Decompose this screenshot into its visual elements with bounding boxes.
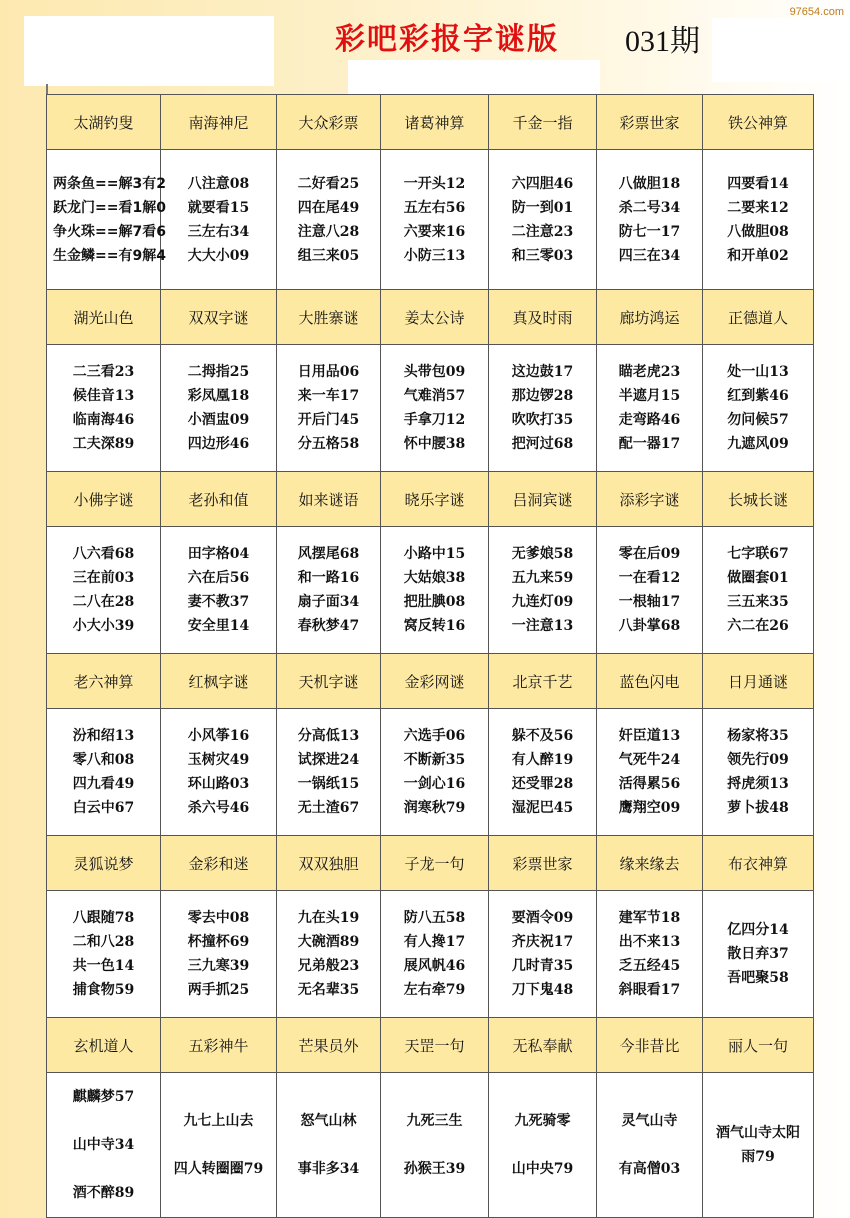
riddle-line: 兄弟般23 — [297, 958, 360, 974]
riddle-line: 开后门45 — [297, 412, 360, 428]
riddle-line: 一注意13 — [511, 618, 574, 634]
riddle-line: 田字格04 — [187, 546, 250, 562]
riddle-line: 妻不教37 — [187, 594, 250, 610]
issue-number: 031期 — [625, 25, 700, 58]
riddle-cell — [597, 1073, 703, 1218]
column-header: 小佛字谜 — [47, 472, 161, 527]
riddle-line: 杀六号46 — [187, 800, 250, 816]
riddle-line: 亿四分14 — [727, 922, 789, 938]
column-header: 北京千艺 — [489, 654, 597, 709]
content-row — [47, 527, 814, 654]
riddle-line: 气死牛24 — [618, 752, 681, 768]
column-header: 布衣神算 — [703, 836, 814, 891]
riddle-line: 四边形46 — [187, 436, 250, 452]
riddle-line: 山中寺34 — [72, 1137, 135, 1153]
riddle-cell — [381, 709, 489, 836]
riddle-line: 临南海46 — [72, 412, 135, 428]
riddle-line: 大碗酒89 — [297, 934, 360, 950]
riddle-line: 一锅纸15 — [297, 776, 360, 792]
riddle-line: 怀中腰38 — [403, 436, 466, 452]
riddle-line: 乏五经45 — [618, 958, 681, 974]
riddle-line: 杨家将35 — [727, 728, 789, 744]
riddle-line: 安全里14 — [187, 618, 250, 634]
riddle-line: 有人醉19 — [511, 752, 574, 768]
column-header: 玄机道人 — [47, 1018, 161, 1073]
riddle-cell — [161, 1073, 277, 1218]
riddle-line: 头带包09 — [403, 364, 466, 380]
riddle-cell — [47, 709, 161, 836]
column-header: 五彩神牛 — [161, 1018, 277, 1073]
riddle-line: 八做胆08 — [727, 223, 789, 240]
riddle-line: 九死三生 — [406, 1113, 463, 1129]
column-header: 灵狐说梦 — [47, 836, 161, 891]
riddle-line: 那边锣28 — [511, 388, 574, 404]
riddle-line: 四三在34 — [618, 247, 681, 264]
riddle-line: 捋虎须13 — [727, 776, 789, 792]
riddle-line: 四人转圈圈79 — [173, 1161, 264, 1177]
riddle-line: 奸臣道13 — [618, 728, 681, 744]
riddle-cell — [47, 891, 161, 1018]
riddle-line: 小风筝16 — [187, 728, 250, 744]
column-header: 双双独胆 — [277, 836, 381, 891]
riddle-cell — [47, 1073, 161, 1218]
column-header: 红枫字谜 — [161, 654, 277, 709]
riddle-line: 一剑心16 — [403, 776, 466, 792]
riddle-line: 酒气山寺太阳 — [716, 1125, 800, 1141]
riddle-line: 九七上山去 — [183, 1113, 254, 1129]
riddle-line: 小大小39 — [72, 618, 135, 634]
riddle-line: 二注意23 — [511, 223, 574, 240]
riddle-line: 九遮风09 — [727, 436, 789, 452]
riddle-line: 八做胆18 — [618, 175, 681, 192]
riddle-line: 四在尾49 — [297, 199, 360, 216]
column-header: 南海神尼 — [161, 95, 277, 150]
riddle-cell — [597, 709, 703, 836]
riddle-line: 彩凤凰18 — [187, 388, 250, 404]
riddle-cell — [277, 150, 381, 290]
riddle-line: 小路中15 — [403, 546, 466, 562]
column-header: 吕洞宾谜 — [489, 472, 597, 527]
riddle-line: 做圈套01 — [727, 570, 789, 586]
riddle-cell — [597, 150, 703, 290]
riddle-line: 小酒盅09 — [187, 412, 250, 428]
riddle-line: 九连灯09 — [511, 594, 574, 610]
riddle-line: 两条鱼==解3有2 — [53, 175, 166, 192]
riddle-line: 争火珠==解7看6 — [53, 223, 166, 240]
column-header: 诸葛神算 — [381, 95, 489, 150]
column-header: 长城长谜 — [703, 472, 814, 527]
riddle-line: 把河过68 — [511, 436, 574, 452]
riddle-line: 防一到01 — [511, 199, 574, 216]
riddle-line: 山中央79 — [511, 1161, 574, 1177]
riddle-line: 刀下鬼48 — [511, 982, 574, 998]
riddle-line: 二拇指25 — [187, 364, 250, 380]
riddle-line: 杀二号34 — [618, 199, 681, 216]
riddle-line: 润寒秋79 — [403, 800, 466, 816]
riddle-line: 七字联67 — [727, 546, 789, 562]
riddle-line: 四要看14 — [727, 175, 789, 192]
riddle-line: 斜眼看17 — [618, 982, 681, 998]
column-header: 彩票世家 — [597, 95, 703, 150]
header-row — [47, 836, 814, 891]
riddle-line: 八注意08 — [187, 175, 250, 192]
riddle-line: 还受罪28 — [511, 776, 574, 792]
riddle-line: 跃龙门==看1解0 — [53, 199, 166, 216]
riddle-line: 酒不醉89 — [72, 1185, 135, 1201]
riddle-cell — [489, 709, 597, 836]
riddle-line: 怒气山林 — [300, 1113, 357, 1129]
column-header: 老孙和值 — [161, 472, 277, 527]
riddle-line: 八跟随78 — [72, 910, 135, 926]
riddle-line: 孙猴王39 — [403, 1161, 466, 1177]
riddle-cell — [277, 527, 381, 654]
riddle-cell — [47, 527, 161, 654]
riddle-line: 生金鳞==有9解4 — [53, 247, 166, 264]
riddle-line: 春秋梦47 — [297, 618, 360, 634]
redacted-box-middle — [348, 60, 600, 94]
riddle-line: 红到紫46 — [727, 388, 789, 404]
riddle-line: 几时青35 — [511, 958, 574, 974]
riddle-line: 无名辈35 — [297, 982, 360, 998]
column-header: 金彩和迷 — [161, 836, 277, 891]
riddle-line: 防八五58 — [403, 910, 466, 926]
riddle-line: 二三看23 — [72, 364, 135, 380]
riddle-line: 要酒令09 — [511, 910, 574, 926]
riddle-line: 二要来12 — [727, 199, 789, 216]
riddle-line: 三九寒39 — [187, 958, 250, 974]
column-header: 添彩字谜 — [597, 472, 703, 527]
content-row — [47, 345, 814, 472]
riddle-line: 大姑娘38 — [403, 570, 466, 586]
riddle-line: 处一山13 — [727, 364, 789, 380]
riddle-cell — [277, 891, 381, 1018]
content-row — [47, 1073, 814, 1218]
riddle-line: 分高低13 — [297, 728, 360, 744]
riddle-cell — [489, 527, 597, 654]
riddle-line: 六四胆46 — [511, 175, 574, 192]
riddle-line: 环山路03 — [187, 776, 250, 792]
riddle-line: 注意八28 — [297, 223, 360, 240]
column-header: 丽人一句 — [703, 1018, 814, 1073]
riddle-cell — [703, 345, 814, 472]
riddle-line: 来一车17 — [297, 388, 360, 404]
riddle-cell — [381, 150, 489, 290]
riddle-cell — [489, 1073, 597, 1218]
riddle-line: 八卦掌68 — [618, 618, 681, 634]
riddle-cell — [161, 345, 277, 472]
riddle-line: 萝卜拔48 — [727, 800, 789, 816]
header-row — [47, 472, 814, 527]
riddle-line: 组三来05 — [297, 247, 360, 264]
riddle-line: 玉树灾49 — [187, 752, 250, 768]
column-header: 大众彩票 — [277, 95, 381, 150]
riddle-line: 九死骑零 — [514, 1113, 571, 1129]
riddle-line: 零八和08 — [72, 752, 135, 768]
riddle-line: 零在后09 — [618, 546, 681, 562]
redacted-box-right — [712, 18, 850, 82]
column-header: 廊坊鸿运 — [597, 290, 703, 345]
riddle-line: 散日弃37 — [727, 946, 789, 962]
site-watermark: 97654.com — [789, 6, 844, 18]
riddle-line: 这边鼓17 — [511, 364, 574, 380]
riddle-line: 和开单02 — [727, 247, 789, 264]
riddle-line: 无爹娘58 — [511, 546, 574, 562]
riddle-line: 四九看49 — [72, 776, 135, 792]
riddle-line: 工夫深89 — [72, 436, 135, 452]
column-header: 芒果员外 — [277, 1018, 381, 1073]
riddle-line: 二好看25 — [297, 175, 360, 192]
riddle-line: 左右牵79 — [403, 982, 466, 998]
riddle-line: 无土渣67 — [297, 800, 360, 816]
riddle-cell — [161, 891, 277, 1018]
riddle-cell — [277, 709, 381, 836]
riddle-line: 白云中67 — [72, 800, 135, 816]
riddle-line: 把肚腆08 — [403, 594, 466, 610]
riddle-line: 五九来59 — [511, 570, 574, 586]
riddle-line: 吹吹打35 — [511, 412, 574, 428]
column-header: 天罡一句 — [381, 1018, 489, 1073]
content-row — [47, 891, 814, 1018]
column-header: 金彩网谜 — [381, 654, 489, 709]
content-row — [47, 709, 814, 836]
riddle-line: 有人搀17 — [403, 934, 466, 950]
riddle-line: 风摆尾68 — [297, 546, 360, 562]
riddle-line: 活得累56 — [618, 776, 681, 792]
column-header: 蓝色闪电 — [597, 654, 703, 709]
riddle-line: 不断新35 — [403, 752, 466, 768]
header-row — [47, 95, 814, 150]
riddle-line: 展风帆46 — [403, 958, 466, 974]
riddle-line: 和三零03 — [511, 247, 574, 264]
riddle-table — [46, 94, 814, 1218]
column-header: 正德道人 — [703, 290, 814, 345]
riddle-cell — [703, 527, 814, 654]
riddle-line: 候佳音13 — [72, 388, 135, 404]
riddle-line: 建军节18 — [618, 910, 681, 926]
column-header: 晓乐字谜 — [381, 472, 489, 527]
riddle-line: 走弯路46 — [618, 412, 681, 428]
riddle-cell — [489, 345, 597, 472]
riddle-line: 鹰翔空09 — [618, 800, 681, 816]
riddle-line: 和一路16 — [297, 570, 360, 586]
riddle-line: 配一器17 — [618, 436, 681, 452]
redacted-box-left — [24, 16, 274, 86]
riddle-line: 扇子面34 — [297, 594, 360, 610]
riddle-cell — [277, 1073, 381, 1218]
riddle-line: 就要看15 — [187, 199, 250, 216]
riddle-line: 防七一17 — [618, 223, 681, 240]
column-header: 彩票世家 — [489, 836, 597, 891]
riddle-line: 六在后56 — [187, 570, 250, 586]
riddle-line: 半遮月15 — [618, 388, 681, 404]
riddle-line: 大大小09 — [187, 247, 250, 264]
column-header: 老六神算 — [47, 654, 161, 709]
riddle-line: 气难消57 — [403, 388, 466, 404]
riddle-cell — [277, 345, 381, 472]
column-header: 姜太公诗 — [381, 290, 489, 345]
riddle-line: 窝反转16 — [403, 618, 466, 634]
column-header: 铁公神算 — [703, 95, 814, 150]
riddle-line: 分五格58 — [297, 436, 360, 452]
riddle-line: 齐庆祝17 — [511, 934, 574, 950]
column-header: 今非昔比 — [597, 1018, 703, 1073]
riddle-line: 三在前03 — [72, 570, 135, 586]
riddle-cell — [47, 345, 161, 472]
riddle-line: 小防三13 — [403, 247, 466, 264]
riddle-cell — [381, 1073, 489, 1218]
column-header: 日月通谜 — [703, 654, 814, 709]
riddle-line: 吾吧聚58 — [727, 970, 789, 986]
riddle-cell — [161, 527, 277, 654]
riddle-line: 试探进24 — [297, 752, 360, 768]
riddle-line: 杯撞杯69 — [187, 934, 250, 950]
riddle-cell — [703, 1073, 814, 1218]
riddle-line: 一在看12 — [618, 570, 681, 586]
content-row — [47, 150, 814, 290]
column-header: 子龙一句 — [381, 836, 489, 891]
riddle-line: 零去中08 — [187, 910, 250, 926]
riddle-cell — [381, 345, 489, 472]
riddle-line: 躲不及56 — [511, 728, 574, 744]
riddle-line: 灵气山寺 — [621, 1113, 678, 1129]
riddle-line: 三五来35 — [727, 594, 789, 610]
riddle-cell — [597, 527, 703, 654]
riddle-line: 捕食物59 — [72, 982, 135, 998]
riddle-cell — [489, 150, 597, 290]
riddle-cell — [597, 891, 703, 1018]
riddle-line: 六选手06 — [403, 728, 466, 744]
riddle-line: 出不来13 — [618, 934, 681, 950]
column-header: 太湖钓叟 — [47, 95, 161, 150]
page-title: 彩吧彩报字谜版 — [335, 22, 559, 57]
riddle-line: 汾和绍13 — [72, 728, 135, 744]
column-header: 双双字谜 — [161, 290, 277, 345]
riddle-line: 麒麟梦57 — [72, 1089, 135, 1105]
riddle-line: 三左右34 — [187, 223, 250, 240]
riddle-line: 勿问候57 — [727, 412, 789, 428]
riddle-cell — [47, 150, 166, 290]
riddle-cell — [381, 891, 489, 1018]
column-header: 如来谜语 — [277, 472, 381, 527]
column-header: 天机字谜 — [277, 654, 381, 709]
column-header: 缘来缘去 — [597, 836, 703, 891]
column-header: 无私奉献 — [489, 1018, 597, 1073]
column-header: 大胜寨谜 — [277, 290, 381, 345]
header-row — [47, 1018, 814, 1073]
column-header: 千金一指 — [489, 95, 597, 150]
riddle-cell — [597, 345, 703, 472]
riddle-line: 六要来16 — [403, 223, 466, 240]
riddle-line: 九在头19 — [297, 910, 360, 926]
column-header: 真及时雨 — [489, 290, 597, 345]
riddle-line: 两手抓25 — [187, 982, 250, 998]
riddle-line: 八六看68 — [72, 546, 135, 562]
riddle-line: 瞄老虎23 — [618, 364, 681, 380]
riddle-cell — [703, 891, 814, 1018]
riddle-line: 一根轴17 — [618, 594, 681, 610]
riddle-cell — [489, 891, 597, 1018]
riddle-line: 雨79 — [741, 1149, 775, 1165]
riddle-line: 一开头12 — [403, 175, 466, 192]
riddle-line: 事非多34 — [297, 1161, 360, 1177]
riddle-cell — [161, 150, 277, 290]
riddle-line: 共一色14 — [72, 958, 135, 974]
riddle-line: 五左右56 — [403, 199, 466, 216]
riddle-line: 湿泥巴45 — [511, 800, 574, 816]
riddle-line: 日用品06 — [297, 364, 360, 380]
riddle-line: 有高僧03 — [618, 1161, 681, 1177]
riddle-line: 六二在26 — [727, 618, 789, 634]
riddle-cell — [161, 709, 277, 836]
riddle-line: 手拿刀12 — [403, 412, 466, 428]
riddle-cell — [381, 527, 489, 654]
header-row — [47, 290, 814, 345]
riddle-line: 二和八28 — [72, 934, 135, 950]
riddle-line: 二八在28 — [72, 594, 135, 610]
column-header: 湖光山色 — [47, 290, 161, 345]
header-row — [47, 654, 814, 709]
riddle-cell — [703, 150, 814, 290]
riddle-line: 领先行09 — [727, 752, 789, 768]
riddle-cell — [703, 709, 814, 836]
